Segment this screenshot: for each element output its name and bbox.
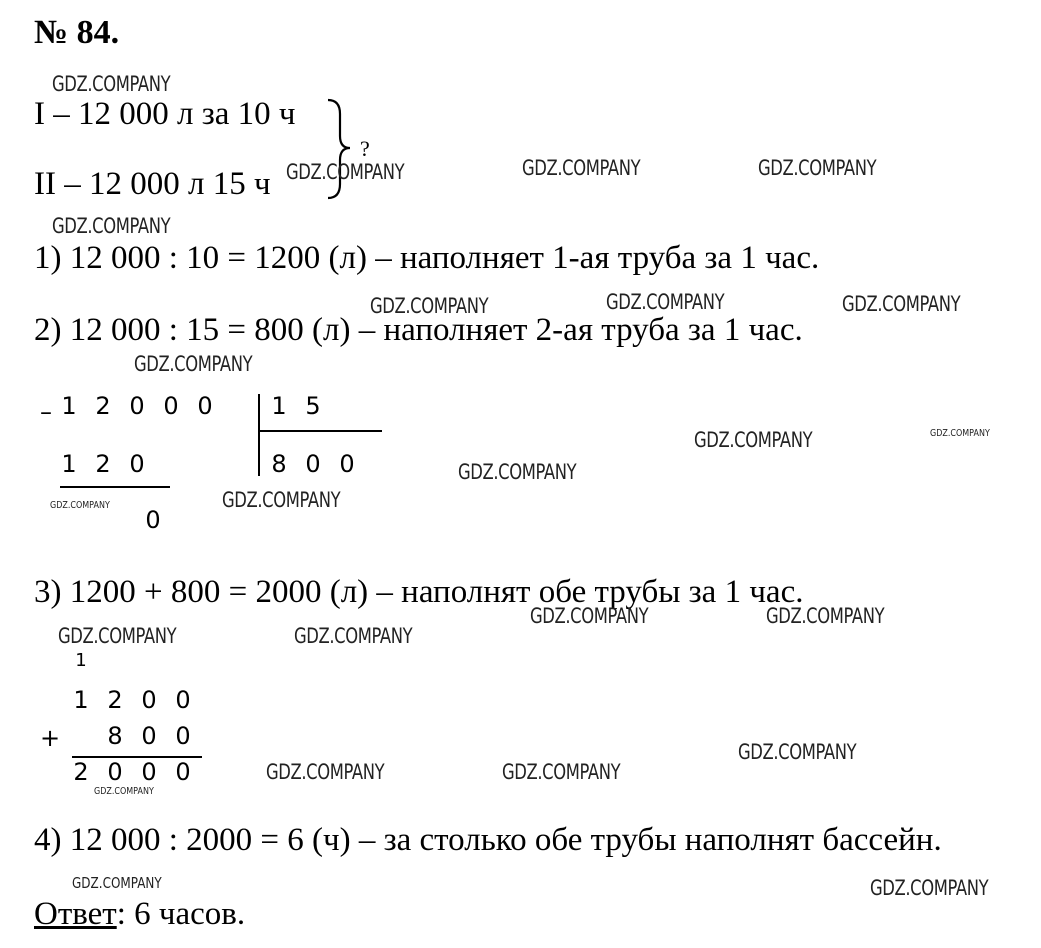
division-remainder (136, 506, 170, 534)
condition-line-1: I – 12 000 л за 10 ч (34, 96, 296, 132)
division-subtrahend (52, 450, 154, 478)
digit: 5 (305, 392, 321, 420)
watermark: GDZ.COMPANY (370, 294, 489, 318)
division-divisor (262, 392, 330, 420)
digit: 2 (73, 758, 89, 786)
watermark: GDZ.COMPANY (738, 740, 857, 764)
digit: 0 (141, 722, 157, 750)
division-dividend (52, 392, 222, 420)
digit: 0 (141, 758, 157, 786)
addition-carry (64, 650, 98, 671)
watermark: GDZ.COMPANY (606, 290, 725, 314)
watermark: GDZ.COMPANY (294, 624, 413, 648)
watermark: GDZ.COMPANY (522, 156, 641, 180)
watermark: GDZ.COMPANY (694, 428, 813, 452)
division-quotient (262, 450, 364, 478)
digit: 0 (141, 686, 157, 714)
step-1: 1) 12 000 : 10 = 1200 (л) – наполняет 1-ая труба за 1 час. (34, 240, 820, 276)
task-number: № 84. (34, 14, 120, 51)
answer-text: : 6 часов. (116, 896, 246, 932)
digit: 2 (107, 686, 123, 714)
step-2: 2) 12 000 : 15 = 800 (л) – наполняет 2-ая труба за 1 час. (34, 312, 803, 348)
digit: 1 (61, 450, 77, 478)
addition-plus-sign: + (40, 724, 61, 752)
digit: 0 (197, 392, 213, 420)
division-minus-sign: – (40, 398, 52, 426)
watermark: GDZ.COMPANY (870, 876, 989, 900)
condition-line-2: II – 12 000 л 15 ч (34, 166, 271, 202)
answer (34, 896, 245, 933)
watermark: GDZ.COMPANY (842, 292, 961, 316)
watermark: GDZ.COMPANY (134, 352, 253, 376)
division-horizontal-bar (258, 430, 382, 432)
digit: 1 (61, 392, 77, 420)
brace-icon (324, 96, 354, 206)
watermark: GDZ.COMPANY (58, 624, 177, 648)
digit: 0 (175, 686, 191, 714)
watermark: GDZ.COMPANY (458, 460, 577, 484)
watermark: GDZ.COMPANY (530, 604, 649, 628)
watermark: GDZ.COMPANY (72, 874, 162, 892)
digit: 0 (129, 450, 145, 478)
step-3: 3) 1200 + 800 = 2000 (л) – наполнят обе трубы за 1 час. (34, 574, 804, 610)
watermark: GDZ.COMPANY (50, 500, 110, 511)
digit: 0 (175, 758, 191, 786)
watermark: GDZ.COMPANY (52, 72, 171, 96)
digit: 0 (163, 392, 179, 420)
step-4: 4) 12 000 : 2000 = 6 (ч) – за столько обе трубы наполнят бассейн. (34, 822, 942, 858)
watermark: GDZ.COMPANY (222, 488, 341, 512)
addition-sum (64, 758, 200, 786)
watermark: GDZ.COMPANY (52, 214, 171, 238)
watermark: GDZ.COMPANY (502, 760, 621, 784)
watermark: GDZ.COMPANY (94, 786, 154, 797)
digit: 0 (305, 450, 321, 478)
digit: 1 (75, 650, 87, 671)
digit: 1 (271, 392, 287, 420)
answer-label: Ответ (34, 896, 117, 932)
digit: 2 (95, 392, 111, 420)
digit: 0 (339, 450, 355, 478)
watermark: GDZ.COMPANY (766, 604, 885, 628)
division-underline (60, 486, 170, 488)
digit: 0 (107, 758, 123, 786)
digit: 1 (73, 686, 89, 714)
digit: 8 (107, 722, 123, 750)
addition-addend-1 (64, 686, 200, 714)
watermark: GDZ.COMPANY (266, 760, 385, 784)
division-vertical-bar (258, 394, 260, 476)
watermark: GDZ.COMPANY (758, 156, 877, 180)
digit: 2 (95, 450, 111, 478)
addition-addend-2 (98, 722, 200, 750)
watermark: GDZ.COMPANY (286, 160, 405, 184)
digit: 0 (145, 506, 161, 534)
question-mark: ? (360, 136, 370, 161)
digit: 0 (175, 722, 191, 750)
digit: 0 (129, 392, 145, 420)
digit: 8 (271, 450, 287, 478)
watermark: GDZ.COMPANY (930, 428, 990, 439)
